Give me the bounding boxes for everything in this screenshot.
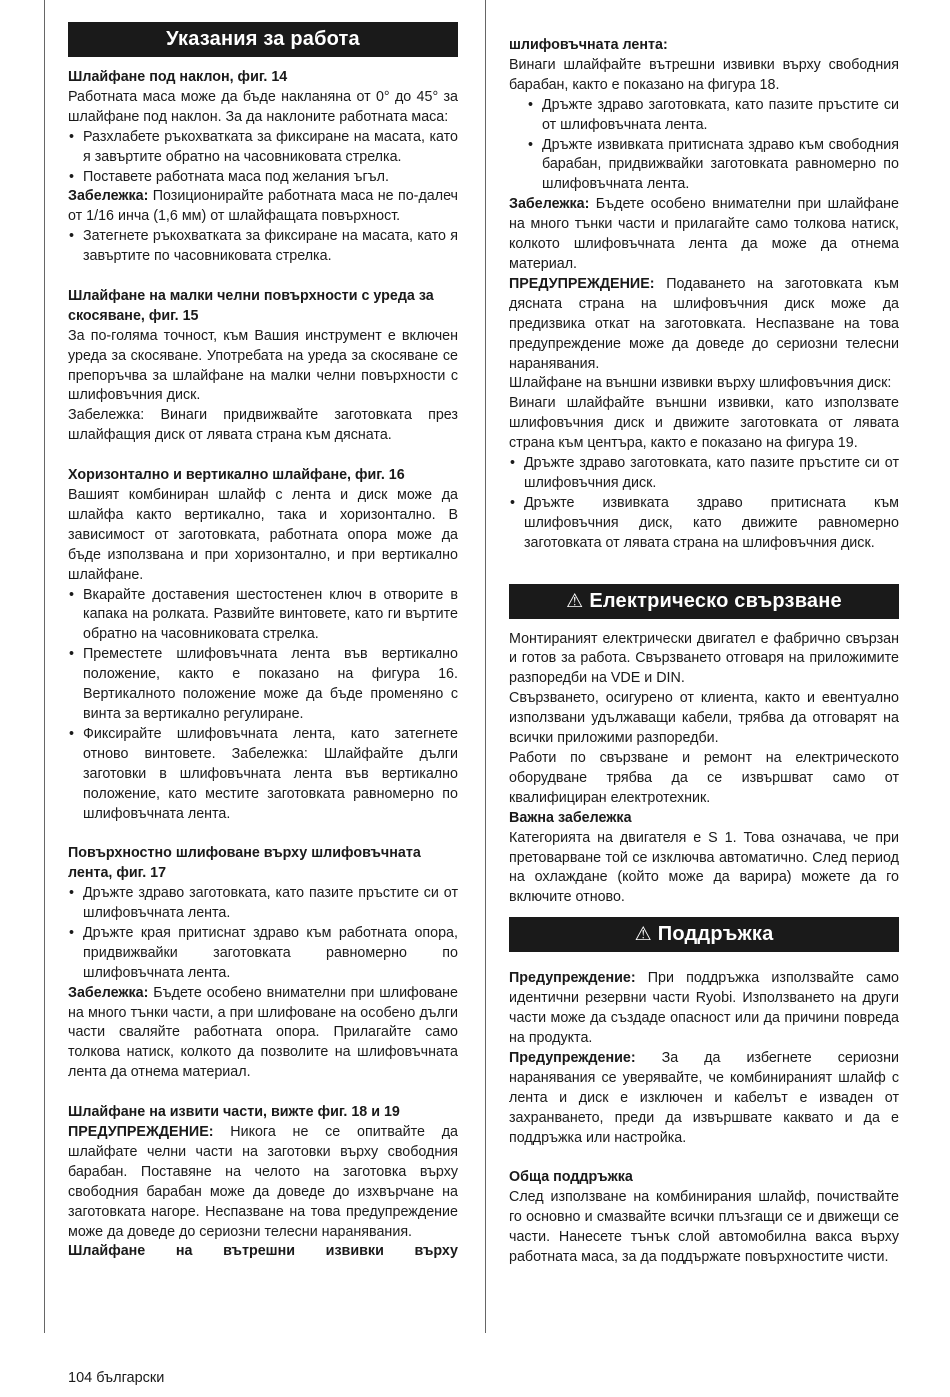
subheading-inner-curves-end: шлифовъчната лента: [509,37,668,53]
bullet-list [509,96,899,196]
list-item: • Дръжте здраво заготовката, като пазите пръстите си от шлифовъчната лента. [527,96,899,136]
paragraph: Винаги шлайфайте външни извивки, като използвате шлифовъчния диск и движите заготовката от лявата страна към центъра, както е показано на фигура 19. [509,395,899,452]
warning-paragraph: ПРЕДУПРЕЖДЕНИЕ: Никога не се опитвайте да шлайфате челни части на заготовки върху свободния барабан. Поставяне на челото на заготовка върху свободния барабан може да доведе до изхвърчане на заготовката нагоре. Неспазване на това предупреждение може да доведе до сериозни телесни наранявания. [68,1123,458,1240]
bullet-list [68,128,458,188]
paragraph: Шлайфане на външни извивки върху шлифовъчния диск: [509,375,892,392]
list-item: • Дръжте здраво заготовката, като пазите пръстите си от шлифовъчния диск. [509,454,899,494]
subheading-inner-curves: Шлайфане на вътрешни извивки върху [68,1243,458,1260]
bullet-list [68,884,458,984]
heading-fig15: Шлайфане на малки челни повърхности с уреда за скосяване, фиг. 15 [68,287,434,324]
paragraph: Работи по свързване и ремонт на електрическото оборудване трябва да се извършват само от квалифициран електротехник. [509,750,899,806]
paragraph: След използване на комбинирания шлайф, почиствайте го основно и смазвайте всички плъзгащи се и движещи се части. Нанесете тънък слой автомобилна вакса върху работната маса, за да поддържате повърхностите чисти. [509,1189,899,1265]
section-header-operation: Указания за работа [68,22,458,57]
page-footer: 104 български [68,1370,165,1386]
bullet-list [509,454,899,554]
list-item: • Дръжте извивката притисната здраво към свободния барабан, придвижвайки заготовката равномерно по шлифовъчната лента. [527,136,899,196]
paragraph: Работната маса може да бъде накланяна от 0° до 45° за шлайфане под наклон. За да наклоните работната маса: [68,88,458,125]
heading-general-maintenance: Обща поддръжка [509,1169,633,1186]
note-paragraph: Забележка: Бъдете особено внимателни при шлифоване на много тънки части, а при шлифоване на особено дълги части сваляйте работната опора. Прилагайте само толкова натиск, колкото да позволите на шлифовъчната лента да отнема материал. [68,984,458,1081]
list-item: • Дръжте края притиснат здраво към работната опора, придвижвайки заготовката равномерно по шлифовъчната лента. [68,924,458,984]
right-column [509,36,899,1268]
warning-paragraph: Предупреждение: При поддръжка използвайте само идентични резервни части Ryobi. Използването на други части може да създаде опасност или да причини повреда на продукта. [509,970,899,1046]
left-column [68,22,458,1262]
heading-fig16: Хоризонтално и вертикално шлайфане, фиг. 16 [68,467,405,484]
paragraph: Вашият комбиниран шлайф с лента и диск може да шлайфа както вертикално, така и хоризонтално. В зависимост от заготовката, работната опора може да бъде използвана и при хоризонтално, и при вертикално шлайфане. [68,487,458,583]
warning-triangle-icon: ⚠ [566,590,584,612]
bullet-list [68,227,458,267]
list-item: • Затегнете ръкохватката за фиксиране на масата, като я завъртите по часовниковата стрелка. [68,227,458,267]
warning-paragraph: Предупреждение: За да избегнете сериозни наранявания се уверявайте, че комбинираният шлайф с лента и диск е изключен и кабелът е изваден от захранването, преди да извършвате каквато и да е поддръжка или настройка. [509,1049,899,1146]
column-rule-left [44,0,45,1333]
heading-fig17: Повърхностно шлифоване върху шлифовъчната лента, фиг. 17 [68,845,421,882]
heading-fig14: Шлайфане под наклон, фиг. 14 [68,69,288,85]
paragraph: Свързването, осигурено от клиента, както и евентуално използвани удължаващи кабели, трябва да отговарят на всички приложими разпоредби. [509,690,899,747]
paragraph: Винаги шлайфайте вътрешни извивки върху свободния барабан, както е показано на фигура 18. [509,56,899,93]
section-header-maintenance: ⚠ Поддръжка [509,917,899,952]
warning-paragraph: ПРЕДУПРЕЖДЕНИЕ: Подаването на заготовката към дясната страна на шлифовъчния диск може да предизвика откат на заготовката. Неспазване на това предупреждение може да доведе до сериозни телесни наранявания. [509,275,899,372]
list-item: • Дръжте извивката здраво притисната към шлифовъчния диск, като движите равномерно заготовката от лявата страна на шлифовъчния диск. [509,494,899,554]
heading-important-note: Важна забележка [509,809,632,826]
list-item: • Разхлабете ръкохватката за фиксиране на масата, като я завъртите обратно на часовниковата стрелка. [68,128,458,168]
paragraph: Забележка: Винаги придвижвайте заготовката през шлайфащия диск от лявата страна към дясната. [68,407,458,444]
paragraph: За по-голяма точност, към Вашия инструмент е включен уреда за скосяване. Употребата на уреда за скосяване се препоръчва за шлайфане на малки челни повърхности с шлифовъчния диск. [68,327,458,404]
list-item: • Вкарайте доставения шестостенен ключ в отворите в капака на ролката. Развийте винтовете, като ги въртите обратно на часовниковата стрелка. [68,586,458,646]
list-item: • Фиксирайте шлифовъчната лента, като затегнете отново винтовете. Забележка: Шлайфайте дълги заготовки в шлифовъчната лента във вертикално положение, като местите заготовката равномерно по шлифовъчната лента. [68,725,458,825]
warning-triangle-icon: ⚠ [634,924,652,946]
bullet-list [68,586,458,825]
section-header-electrical: ⚠ Електрическо свързване [509,584,899,619]
paragraph: Монтираният електрически двигател е фабрично свързан и готов за работа. Свързването отговаря на приложимите разпоредби на VDE и DIN. [509,630,899,687]
note-paragraph: Забележка: Бъдете особено внимателни при шлайфане на много тънки части и прилагайте само толкова натиск, колкото шлифовъчната лента да може да отнема материал. [509,196,899,272]
note-paragraph: Забележка: Позиционирайте работната маса не по-далеч от 1/16 инча (1,6 мм) от шлайфащата повърхност. [68,188,458,225]
list-item: • Дръжте здраво заготовката, като пазите пръстите си от шлифовъчната лента. [68,884,458,924]
heading-fig18-19: Шлайфане на извити части, вижте фиг. 18 и 19 [68,1104,400,1121]
paragraph: Категорията на двигателя е S 1. Това означава, че при претоварване той се изключва автоматично. След период на охлаждане (който може да варира) можете да го включите отново. [509,829,899,906]
list-item: • Преместете шлифовъчната лента във вертикално положение, както е показано на фигура 16. Вертикалното положение може да бъде променяно с винта за вертикално регулиране. [68,645,458,725]
column-rule-middle [485,0,486,1333]
list-item: • Поставете работната маса под желания ъгъл. [68,168,458,188]
